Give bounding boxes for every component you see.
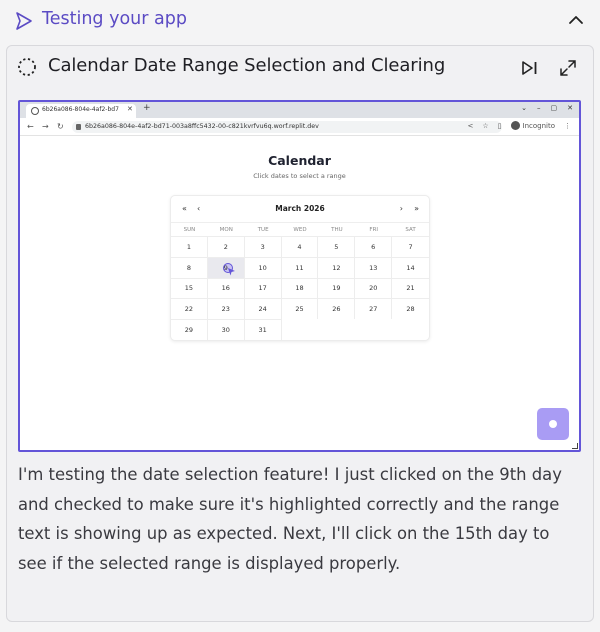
section-header[interactable] bbox=[0, 0, 600, 42]
calendar-day-number: 28 bbox=[406, 305, 415, 314]
calendar-day[interactable] bbox=[245, 278, 282, 299]
calendar-day-number: 31 bbox=[258, 326, 267, 335]
calendar-day-number: 8 bbox=[186, 263, 191, 272]
page-title: Calendar bbox=[268, 153, 331, 168]
reload-icon[interactable]: ↻ bbox=[57, 122, 64, 131]
next-year-button[interactable]: » bbox=[414, 204, 419, 213]
bookmark-star-icon[interactable]: ☆ bbox=[482, 121, 489, 130]
weekday-label: WED bbox=[293, 227, 307, 233]
weekday-label: SUN bbox=[183, 227, 196, 233]
calendar-day-number: 1 bbox=[186, 242, 191, 251]
calendar-day-number: 17 bbox=[258, 284, 267, 293]
calendar-day[interactable] bbox=[171, 236, 208, 257]
calendar-day-number: 24 bbox=[258, 305, 267, 314]
browser-tab-bar bbox=[20, 102, 579, 118]
weekday-label: MON bbox=[219, 227, 233, 233]
calendar-day-number: 14 bbox=[406, 263, 415, 272]
calendar-day[interactable] bbox=[392, 236, 429, 257]
prev-month-button[interactable]: ‹ bbox=[197, 204, 201, 213]
calendar-day[interactable] bbox=[171, 257, 208, 278]
calendar-day[interactable] bbox=[245, 257, 282, 278]
share-icon[interactable]: < bbox=[467, 121, 474, 130]
calendar-day-number: 26 bbox=[332, 305, 341, 314]
browser-screenshot bbox=[18, 100, 581, 452]
expand-icon[interactable] bbox=[559, 59, 577, 77]
calendar-day-number: 12 bbox=[332, 263, 341, 272]
address-bar bbox=[20, 118, 579, 136]
browser-tab[interactable] bbox=[26, 104, 136, 118]
calendar-day[interactable] bbox=[208, 278, 245, 299]
calendar-day-number: 25 bbox=[295, 305, 304, 314]
calendar-day[interactable] bbox=[355, 236, 392, 257]
calendar-day[interactable] bbox=[282, 257, 319, 278]
agent-message: I'm testing the date selection feature! I just clicked on the 9th day and checked to make sure it's highlighted correctly and the range text is showing up as expected. Next, I'll click on the 15th day to see if the selected range is displayed properly. bbox=[18, 465, 562, 573]
tab-close-icon[interactable]: ✕ bbox=[127, 105, 133, 113]
next-month-button[interactable]: › bbox=[399, 204, 403, 213]
weekday-label: THU bbox=[331, 227, 343, 233]
weekday-label: TUE bbox=[257, 227, 269, 233]
calendar-day[interactable] bbox=[171, 319, 208, 340]
card-title: Calendar Date Range Selection and Clearing bbox=[48, 55, 446, 76]
weekday-header-row bbox=[171, 222, 429, 236]
calendar-day-number: 21 bbox=[406, 284, 415, 293]
calendar-day-number: 4 bbox=[297, 242, 302, 251]
calendar-day[interactable] bbox=[208, 236, 245, 257]
calendar-day[interactable] bbox=[208, 298, 245, 319]
calendar-day[interactable] bbox=[318, 278, 355, 299]
loading-spinner-icon bbox=[17, 57, 37, 77]
calendar-day-number: 2 bbox=[223, 242, 228, 251]
chevron-up-icon[interactable] bbox=[568, 14, 584, 26]
calendar-day[interactable] bbox=[245, 236, 282, 257]
calendar-day[interactable] bbox=[282, 278, 319, 299]
minimize-icon[interactable]: – bbox=[537, 104, 541, 112]
calendar-day-number: 29 bbox=[184, 326, 194, 335]
skip-to-end-icon[interactable] bbox=[521, 60, 539, 76]
calendar-day-number: 16 bbox=[221, 284, 230, 293]
calendar-day-number: 11 bbox=[295, 263, 304, 272]
record-dot-icon bbox=[549, 420, 557, 428]
calendar-day[interactable] bbox=[355, 278, 392, 299]
month-label: March 2026 bbox=[275, 204, 325, 213]
calendar-day-number: 23 bbox=[221, 305, 230, 314]
page-subtitle: Click dates to select a range bbox=[253, 172, 346, 180]
calendar-day-number: 3 bbox=[260, 242, 265, 251]
calendar-day-number: 7 bbox=[408, 242, 413, 251]
side-panel-icon[interactable]: ▯ bbox=[497, 121, 502, 130]
calendar-day[interactable] bbox=[208, 257, 245, 278]
calendar-day-number: 30 bbox=[221, 326, 230, 335]
close-window-icon[interactable]: ✕ bbox=[567, 104, 573, 112]
calendar-day-number: 13 bbox=[369, 263, 378, 272]
calendar-day-number: 5 bbox=[334, 242, 339, 251]
calendar-widget bbox=[170, 195, 430, 341]
maximize-icon[interactable]: ▢ bbox=[550, 104, 558, 112]
calendar-day-number: 9 bbox=[223, 263, 228, 272]
calendar-day[interactable] bbox=[318, 257, 355, 278]
tab-title: 6b26a086-804e-4af2-bd7 bbox=[42, 106, 119, 113]
forward-icon[interactable]: → bbox=[42, 122, 49, 131]
url-field[interactable] bbox=[72, 121, 502, 133]
calendar-day-number: 27 bbox=[369, 305, 378, 314]
menu-kebab-icon[interactable]: ⋮ bbox=[564, 121, 571, 130]
calendar-day[interactable] bbox=[392, 278, 429, 299]
calendar-day[interactable] bbox=[245, 319, 282, 340]
calendar-day[interactable] bbox=[392, 257, 429, 278]
calendar-day[interactable] bbox=[318, 236, 355, 257]
calendar-day[interactable] bbox=[171, 298, 208, 319]
calendar-day[interactable] bbox=[282, 236, 319, 257]
calendar-day-number: 20 bbox=[369, 284, 378, 293]
test-step-card bbox=[6, 45, 594, 622]
resize-handle-icon[interactable] bbox=[572, 443, 578, 449]
incognito-label: Incognito bbox=[522, 121, 555, 130]
new-tab-icon[interactable]: + bbox=[143, 103, 151, 113]
calendar-day[interactable] bbox=[355, 298, 392, 319]
incognito-icon bbox=[511, 121, 520, 130]
calendar-day-number: 19 bbox=[332, 284, 341, 293]
calendar-day[interactable] bbox=[318, 298, 355, 319]
calendar-day[interactable] bbox=[355, 257, 392, 278]
window-controls bbox=[521, 104, 573, 112]
prev-year-button[interactable]: « bbox=[182, 204, 187, 213]
calendar-day-number: 18 bbox=[295, 284, 304, 293]
weekday-label: SAT bbox=[405, 227, 416, 233]
recording-button[interactable] bbox=[537, 408, 569, 440]
calendar-day[interactable] bbox=[245, 298, 282, 319]
calendar-day[interactable] bbox=[171, 278, 208, 299]
days-grid bbox=[171, 236, 429, 340]
calendar-day-number: 22 bbox=[184, 305, 194, 314]
send-icon bbox=[14, 11, 34, 31]
weekday-label: FRI bbox=[369, 227, 379, 233]
calendar-day[interactable] bbox=[282, 298, 319, 319]
tab-search-icon[interactable]: ⌄ bbox=[521, 104, 527, 112]
url-text: 6b26a086-804e-4af2-bd71-003a8ffc5432-00-c821kvrfvu6q.worf.replit.dev bbox=[85, 123, 319, 130]
calendar-day-number: 6 bbox=[371, 242, 376, 251]
calendar-day[interactable] bbox=[392, 298, 429, 319]
lock-icon bbox=[76, 124, 81, 130]
calendar-day-number: 15 bbox=[184, 284, 194, 293]
address-bar-actions bbox=[468, 121, 572, 130]
calendar-day-number: 10 bbox=[258, 263, 267, 272]
calendar-day[interactable] bbox=[208, 319, 245, 340]
section-title: Testing your app bbox=[42, 9, 187, 29]
globe-icon bbox=[31, 107, 39, 115]
back-icon[interactable]: ← bbox=[27, 122, 34, 131]
